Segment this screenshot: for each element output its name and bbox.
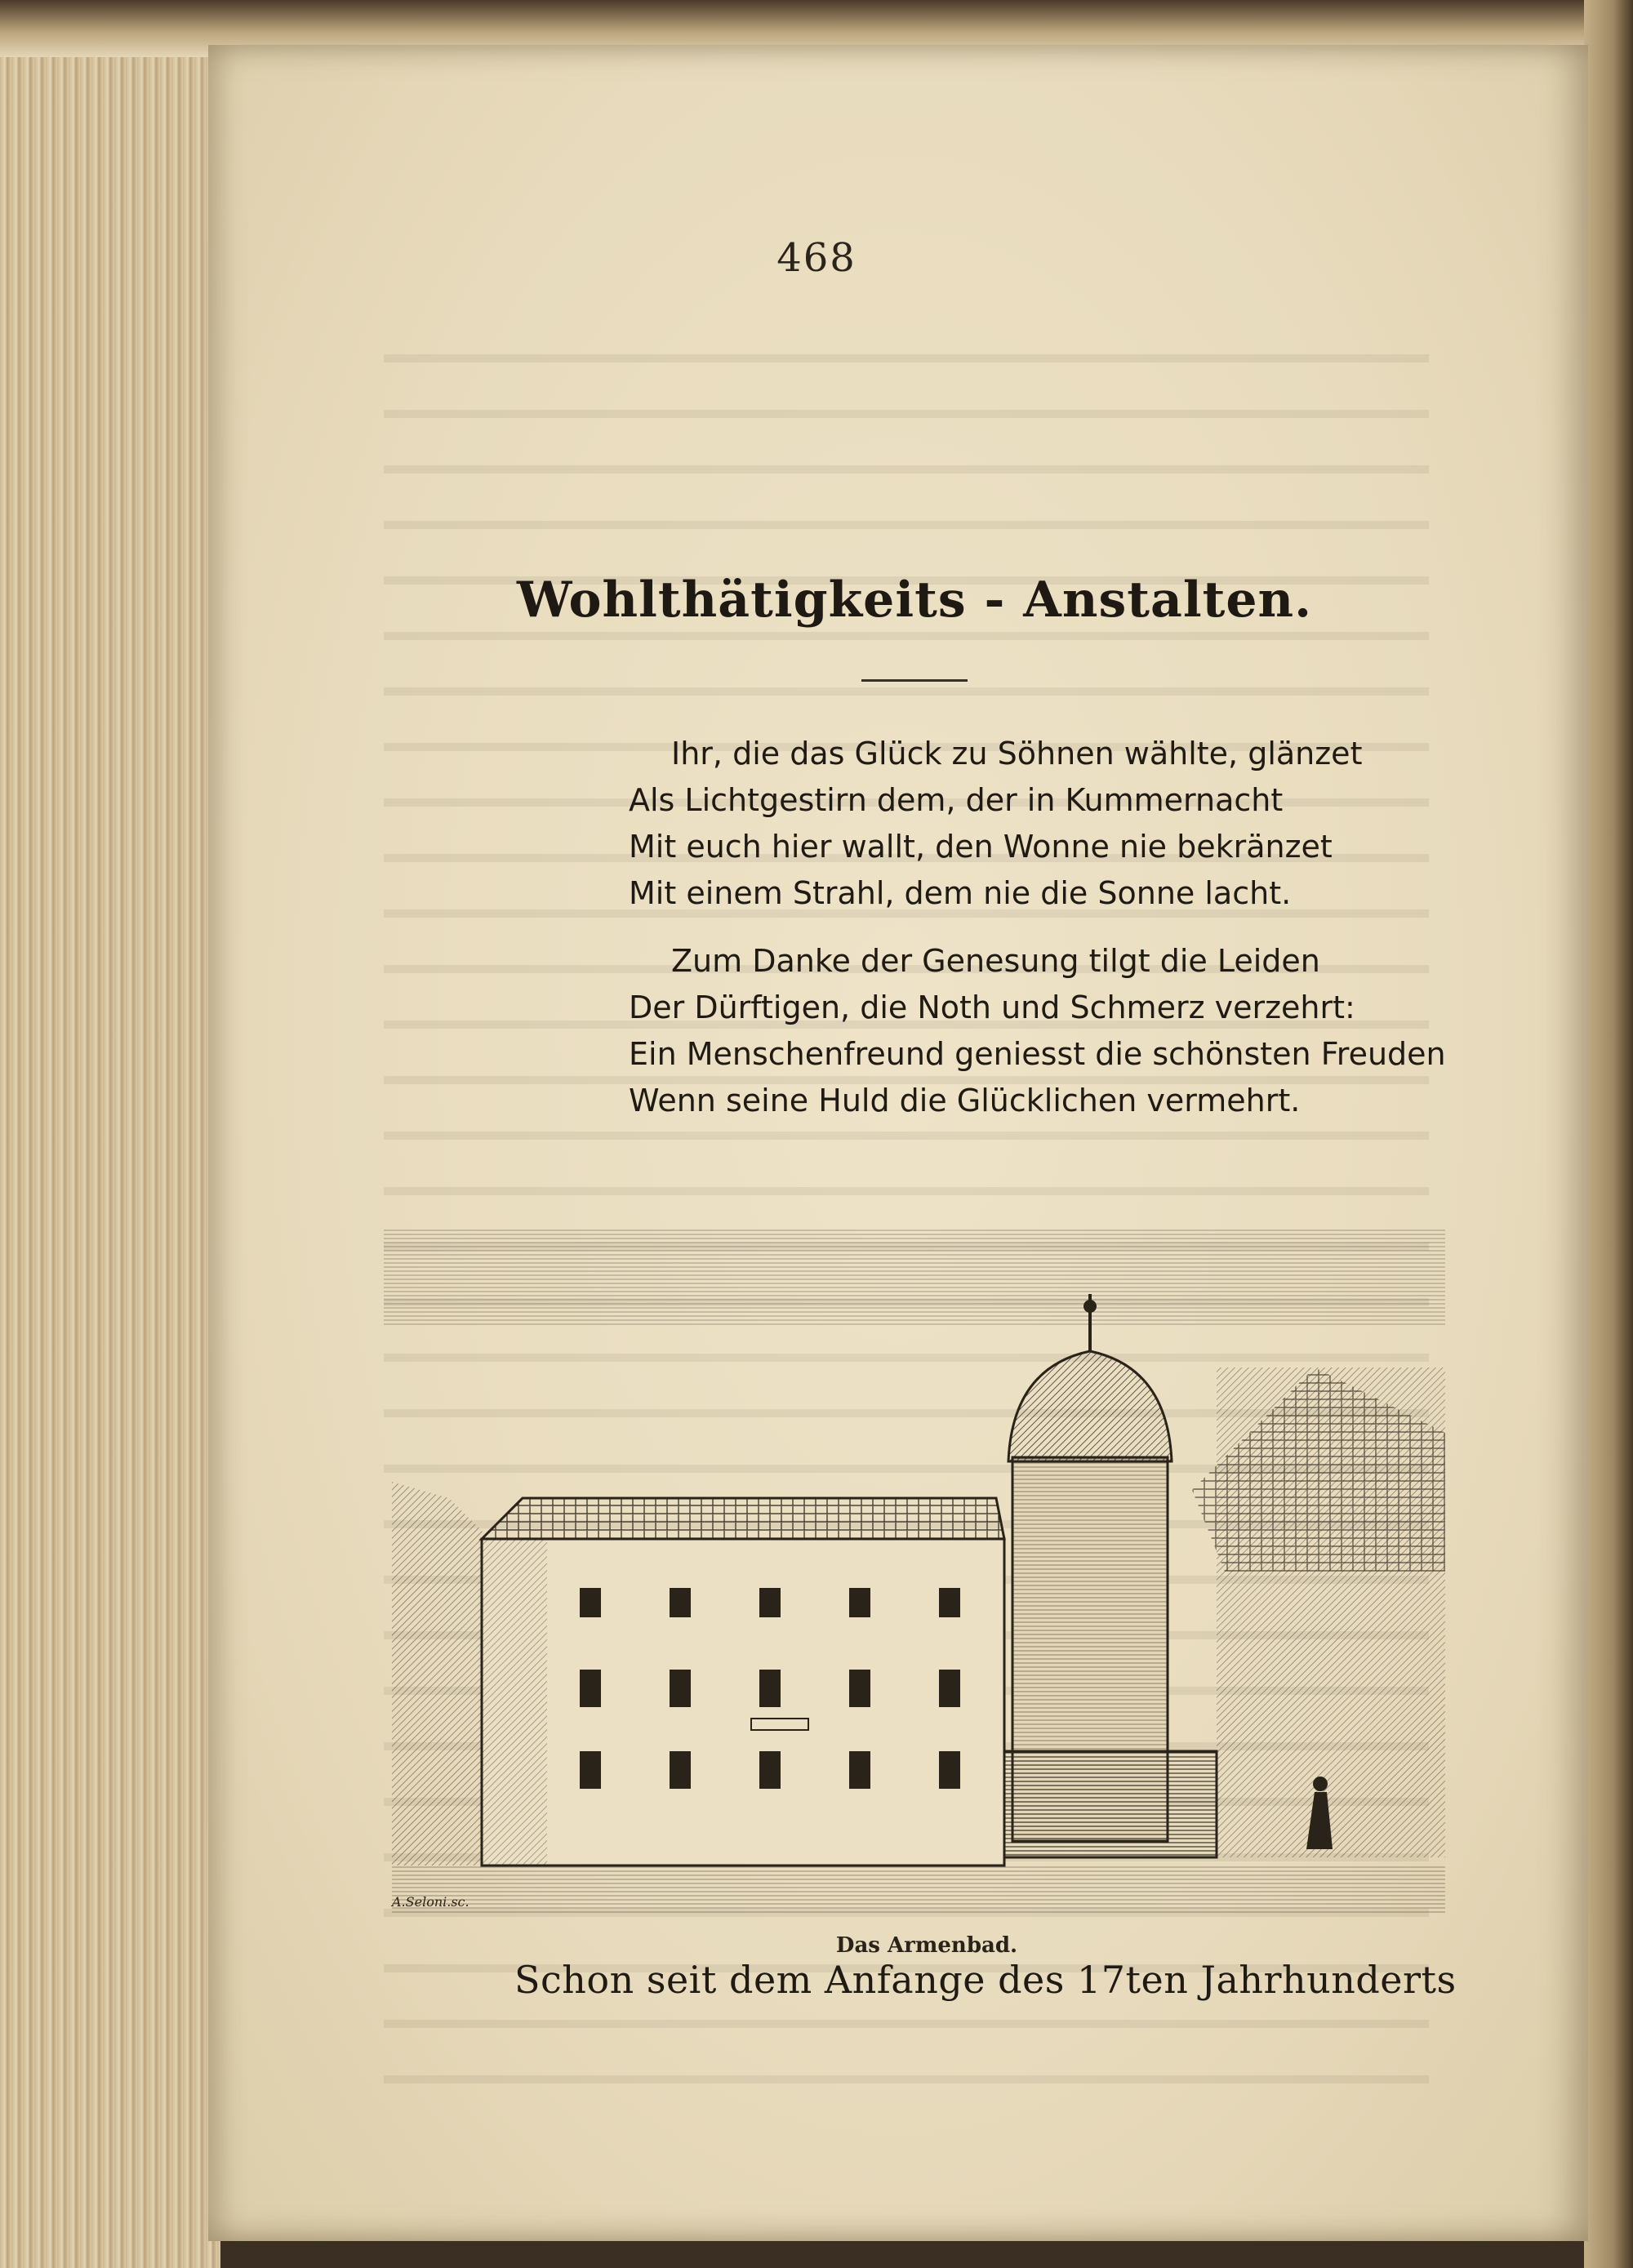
poem-line: Ihr, die das Glück zu Söhnen wählte, glänzet bbox=[671, 736, 1363, 772]
poem-stanza-1 bbox=[629, 731, 1437, 917]
poem bbox=[629, 731, 1446, 1145]
poem-line: Mit einem Strahl, dem nie die Sonne lacht. bbox=[629, 875, 1292, 911]
main-roof bbox=[482, 1498, 1004, 1539]
illustration-caption: Das Armenbad. bbox=[835, 1933, 1018, 1958]
title-rule bbox=[861, 679, 968, 682]
figure-head bbox=[1313, 1777, 1328, 1791]
poem-line: Als Lichtgestirn dem, der in Kummernacht bbox=[629, 782, 1284, 818]
page-number: 468 bbox=[776, 235, 857, 281]
building-side-shade bbox=[482, 1539, 547, 1866]
poem-line: Wenn seine Huld die Glücklichen vermehrt. bbox=[629, 1083, 1301, 1118]
tower-dome bbox=[1008, 1351, 1172, 1461]
poem-stanza-2 bbox=[629, 938, 1446, 1124]
bath-wing bbox=[1004, 1751, 1217, 1857]
artist-signature: A.Seloni.sc. bbox=[392, 1894, 469, 1910]
armenbad-engraving bbox=[376, 1229, 1453, 1923]
right-page-edge bbox=[1584, 0, 1633, 2268]
spire-orb bbox=[1083, 1300, 1097, 1313]
poem-line: Mit euch hier wallt, den Wonne nie bekränzet bbox=[629, 829, 1333, 865]
poem-line: Der Dürftigen, die Noth und Schmerz verzehrt: bbox=[629, 989, 1355, 1025]
poem-line: Ein Menschenfreund geniesst die schönsten Freuden bbox=[629, 1036, 1446, 1072]
sky-hatching bbox=[384, 1229, 1445, 1327]
page-stack-edges bbox=[0, 0, 220, 2268]
ground bbox=[392, 1866, 1445, 1914]
continuation-text: Schon seit dem Anfange des 17ten Jahrhunderts bbox=[514, 1958, 1457, 2002]
main-building bbox=[482, 1539, 1004, 1866]
poem-line: Zum Danke der Genesung tilgt die Leiden bbox=[671, 943, 1320, 979]
section-title: Wohlthätigkeits - Anstalten. bbox=[516, 571, 1313, 629]
